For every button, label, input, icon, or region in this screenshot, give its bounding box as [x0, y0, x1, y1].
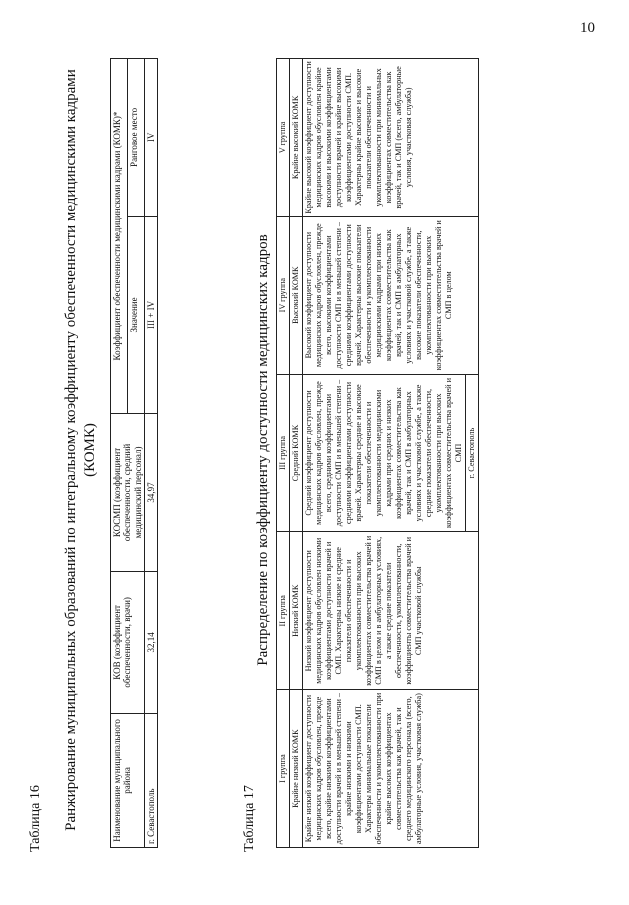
page-number: 10	[580, 20, 595, 36]
table17-title: Распределение по коэффициенту доступности медицинских кадров	[255, 234, 271, 666]
table16-cell-kosmp: 34,97	[145, 414, 158, 572]
table16-title: Ранжирование муниципальных образований по интегральному коэффициенту обеспеченности медицинскими кадрами (КОМК)	[63, 69, 98, 831]
table17-caption: Таблица 17	[242, 785, 257, 852]
table17-level-3: Средний КОМК	[290, 374, 303, 532]
table16-caption: Таблица 16	[28, 785, 43, 852]
table-row	[303, 59, 466, 848]
table16-cell-value: III + IV	[145, 216, 158, 413]
table17-desc-1: Крайне низкий коэффициент доступности медицинских кадров обусловлен, прежде всего, крайне низкими коэффициентами доступности врачей и в меньшей степени – крайне низкими и низкими коэффициентами доступности СМП. Характеры минимальные показатели обеспеченности и укомплектованности при крайне высоких коэффициентах совместительства как врачей, так и среднего медицинского персонала (всего, амбулаторные условия, участковая служба)	[303, 690, 479, 848]
table-row	[145, 59, 158, 848]
table17-level-2: Низкий КОМК	[290, 532, 303, 690]
table16	[110, 58, 158, 848]
table17-group-row	[277, 59, 290, 848]
table16-cell-rank: IV	[145, 59, 158, 217]
table16-header-kov: КОВ (коэффициент обеспеченности, врачи)	[111, 571, 145, 713]
table17-level-row	[290, 59, 303, 848]
table17-desc-4: Высокий коэффициент доступности медицинских кадров обусловлен, прежде всего, высокими коэффициентами доступности СМП и в меньшей степени – средними коэффициентами доступности врачей. Характерны высокие показатели обеспеченности и укомплектованности медицинскими кадрами при низких коэффициентах совместительства как врачей, так и СМП в амбулаторных условиях и участковой службе, а также высокие показатели обеспеченности, укомплектованности при высоких коэффициентах совместительства врачей и СМП в целом	[303, 216, 479, 374]
table17-group-5: V группа	[277, 59, 290, 217]
table16-header-rank: Ранговое место	[128, 59, 145, 217]
table17-group-3: III группа	[277, 374, 290, 532]
table17	[276, 58, 479, 848]
table17-group-4: IV группа	[277, 216, 290, 374]
table16-header-komk: Коэффициент обеспеченности медицинскими кадрами (КОМК)*	[111, 59, 128, 414]
table17-desc-2: Низкий коэффициент доступности медицинских кадров обусловлен низкими коэффициентами доступности врачей и СМП. Характерны низкие и средние показатели обеспеченности и укомплектованности при высоких коэффициентах совместительства врачей и СМП в целом и в амбулаторных условиях, а также средние показатели обеспеченности, укомплектованности, коэффициенты совместительства врачей и СМП участковой службы	[303, 532, 479, 690]
table17-level-5: Крайне высокий КОМК	[290, 59, 303, 217]
rotated-content	[22, 20, 602, 880]
table17-desc-3: Средний коэффициент доступности медицинских кадров обусловлен, прежде всего, средними коэффициентами доступности СМП и в меньшей степени – средними коэффициентами доступности врачей. Характерны средние и высокие показатели обеспеченности и укомплектованности медицинскими кадрами при средних и низких коэффициентах совместительства как врачей, так и СМП в амбулаторных условиях и участковой службе, а также средние показатели обеспеченности, укомплектованности при высоких коэффициентах совместительства врачей и СМП	[303, 374, 466, 532]
table16-cell-name: г. Севастополь	[145, 713, 158, 847]
table17-footer-sevastopol: г. Севастополь	[466, 374, 479, 532]
table16-header-row	[111, 59, 128, 848]
table16-cell-kov: 32,14	[145, 571, 158, 713]
table17-level-4: Высокий КОМК	[290, 216, 303, 374]
table17-level-1: Крайне низкий КОМК	[290, 690, 303, 848]
table16-header-name: Наименование муниципального района	[111, 713, 145, 847]
table17-group-2: II группа	[277, 532, 290, 690]
table16-header-value: Значение	[128, 216, 145, 413]
table16-header-kosmp: КОСМП (коэффициент обеспеченности, средний медицинский персонал)	[111, 414, 145, 572]
table17-desc-5: Крайне высокий коэффициент доступности медицинских кадров обусловлен крайне высокими и высокими коэффициентами доступности врачей и крайне высокими коэффициентами доступности СМП. Характерны крайне высокие и высокие показатели обеспеченности и укомплектованности при минимальных коэффициентах совместительства как врачей, так и СМП (всего, амбулаторные условия, участковая служба)	[303, 59, 479, 217]
table17-group-1: I группа	[277, 690, 290, 848]
